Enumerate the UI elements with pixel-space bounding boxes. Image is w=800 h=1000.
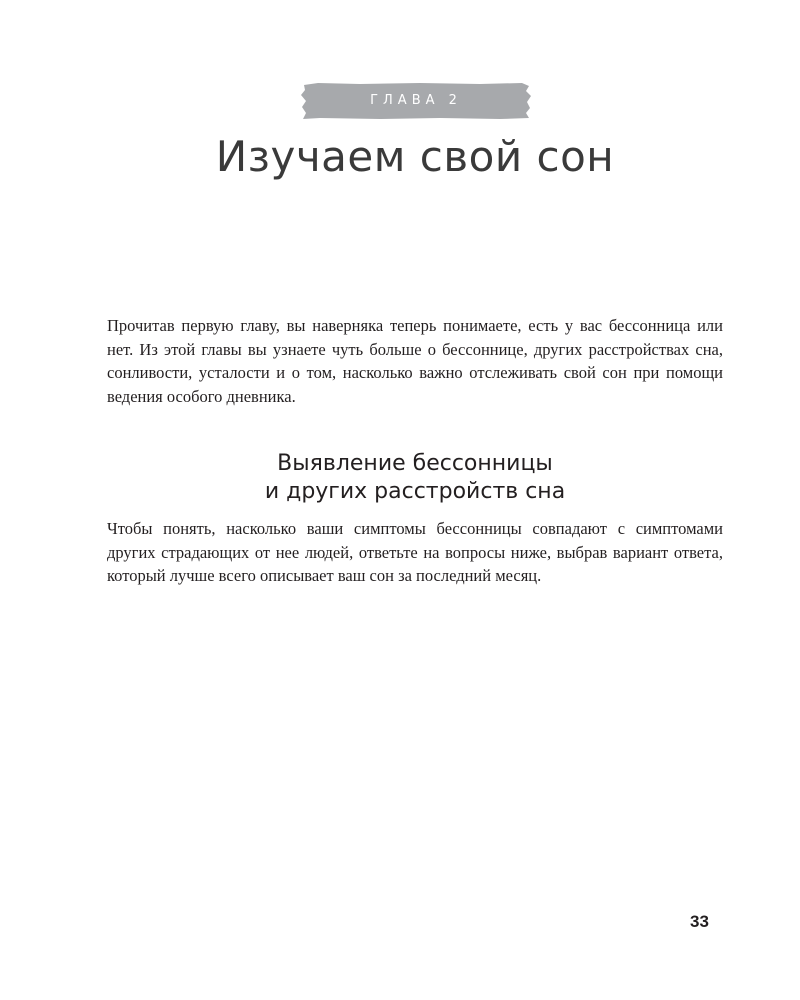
section-heading xyxy=(0,450,800,506)
chapter-label: ГЛАВА 2 xyxy=(370,93,462,108)
intro-paragraph: Прочитав первую главу, вы наверняка теперь понимаете, есть у вас бессонница или нет. Из этой главы вы узнаете чуть больше о бессоннице, других расстройствах сна, сонливости, усталости и о том, насколько важно отслеживать свой сон при помощи ведения особого дневника. xyxy=(107,316,723,406)
section-heading-line-2: и других расстройств сна xyxy=(264,479,566,504)
section-heading-line-1: Выявление бессонницы xyxy=(277,451,553,476)
page-number: 33 xyxy=(690,912,709,931)
chapter-title: Изучаем свой сон xyxy=(215,132,615,181)
section-paragraph: Чтобы понять, насколько ваши симптомы бессонницы совпадают с симптомами других страдающих от нее людей, ответьте на вопросы ниже, выбрав вариант ответа, который лучше всего описывает ваш сон за последний месяц. xyxy=(107,519,723,585)
chapter-badge xyxy=(300,82,532,120)
